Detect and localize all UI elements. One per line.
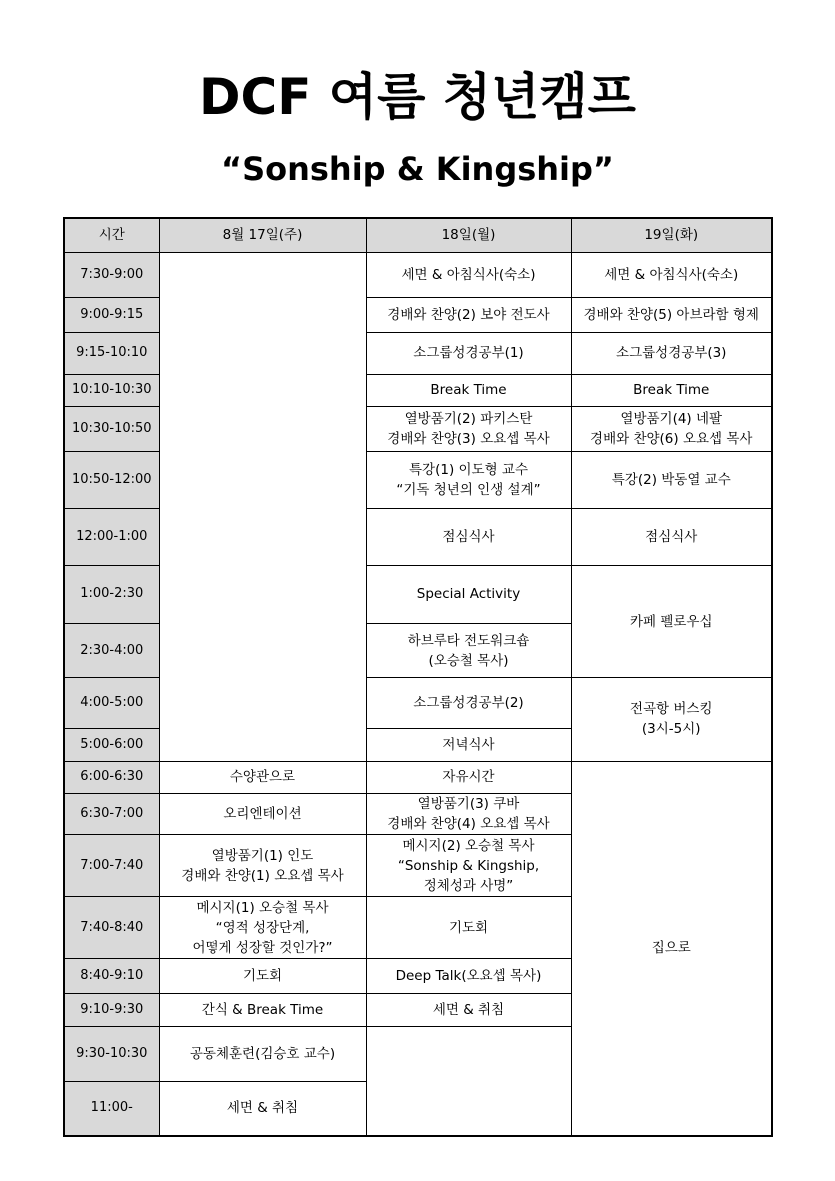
day19-cafe-cell: 카페 펠로우십	[571, 565, 772, 677]
day17-message-cell	[159, 897, 366, 959]
time-cell: 9:30-10:30	[64, 1026, 159, 1081]
day18-special-cell: Special Activity	[366, 565, 571, 623]
day19-breakfast-cell: 세면 & 아침식사(숙소)	[571, 252, 772, 297]
day18-deep-talk-cell: Deep Talk(오요셉 목사)	[366, 959, 571, 993]
day18-praise-cell: 경배와 찬양(2) 보야 전도사	[366, 297, 571, 332]
day17-empty-cell	[159, 252, 366, 761]
time-cell: 10:50-12:00	[64, 451, 159, 509]
cell-line: 경배와 찬양(6) 오요셉 목사	[590, 430, 753, 447]
page-title: DCF 여름 청년캠프	[199, 68, 636, 126]
column-header-time: 시간	[64, 218, 159, 252]
day19-prayer-cell	[571, 406, 772, 451]
table-row	[64, 761, 772, 793]
day18-break-cell: Break Time	[366, 374, 571, 406]
cell-line: 열방품기(3) 쿠바	[417, 796, 520, 813]
time-cell: 2:30-4:00	[64, 623, 159, 678]
day18-breakfast-cell: 세면 & 아침식사(숙소)	[366, 252, 571, 297]
time-cell: 5:00-6:00	[64, 729, 159, 761]
time-cell: 9:00-9:15	[64, 297, 159, 332]
time-cell: 7:00-7:40	[64, 835, 159, 897]
day18-hebruta-cell	[366, 623, 571, 678]
cell-line: 열방품기(1) 인도	[211, 847, 314, 864]
cell-line: “기독 청년의 인생 설계”	[396, 481, 541, 498]
cell-line: 메시지(2) 오승철 목사	[402, 837, 535, 854]
cell-line: 경배와 찬양(4) 오요셉 목사	[387, 816, 550, 833]
day18-small-group-cell: 소그룹성경공부(1)	[366, 332, 571, 374]
day19-busking-cell	[571, 678, 772, 761]
column-header-day18: 18일(월)	[366, 218, 571, 252]
day19-lunch-cell: 점심식사	[571, 509, 772, 566]
cell-line: 열방품기(4) 네팔	[620, 410, 723, 427]
table-header-row	[64, 218, 772, 252]
time-cell: 10:10-10:30	[64, 374, 159, 406]
time-cell: 8:40-9:10	[64, 959, 159, 993]
column-header-day19: 19일(화)	[571, 218, 772, 252]
day18-small-group-2-cell: 소그룹성경공부(2)	[366, 678, 571, 729]
day17-training-cell: 공동체훈련(김승호 교수)	[159, 1026, 366, 1081]
cell-line: 하브루타 전도워크숍	[407, 632, 530, 649]
time-cell: 11:00-	[64, 1081, 159, 1136]
cell-line: 메시지(1) 오승철 목사	[196, 899, 329, 916]
day18-lunch-cell: 점심식사	[366, 509, 571, 566]
cell-line: (오승철 목사)	[428, 652, 509, 669]
day18-lecture-cell	[366, 451, 571, 509]
time-cell: 4:00-5:00	[64, 678, 159, 729]
day19-lecture-cell: 특강(2) 박동열 교수	[571, 451, 772, 509]
page-subtitle: “Sonship & Kingship”	[221, 150, 614, 188]
time-cell: 1:00-2:30	[64, 565, 159, 623]
cell-line: “Sonship & Kingship,	[397, 857, 540, 874]
day19-small-group-cell: 소그룹성경공부(3)	[571, 332, 772, 374]
cell-line: 열방품기(2) 파키스탄	[404, 410, 533, 427]
cell-line: 어떻게 성장할 것인가?”	[192, 939, 333, 956]
cell-line: “영적 성장단계,	[215, 919, 310, 936]
day18-prayer-meeting-cell: 기도회	[366, 897, 571, 959]
day18-free-cell: 자유시간	[366, 761, 571, 793]
time-cell: 7:30-9:00	[64, 252, 159, 297]
cell-line: 정체성과 사명”	[423, 877, 514, 894]
time-cell: 9:15-10:10	[64, 332, 159, 374]
cell-line: 특강(1) 이도형 교수	[409, 461, 528, 478]
day17-prayer-cell	[159, 835, 366, 897]
table-row	[64, 252, 772, 297]
day18-prayer-2-cell	[366, 793, 571, 835]
time-cell: 12:00-1:00	[64, 509, 159, 566]
cell-line: 경배와 찬양(3) 오요셉 목사	[387, 430, 550, 447]
day18-message-cell	[366, 835, 571, 897]
schedule-table	[63, 217, 773, 1137]
time-cell: 6:00-6:30	[64, 761, 159, 793]
day19-home-cell: 집으로	[571, 761, 772, 1136]
time-cell: 9:10-9:30	[64, 993, 159, 1026]
day18-prayer-cell	[366, 406, 571, 451]
day19-praise-cell: 경배와 찬양(5) 아브라함 형제	[571, 297, 772, 332]
day18-bed-cell: 세면 & 취침	[366, 993, 571, 1026]
cell-line: 전곡항 버스킹	[629, 701, 713, 718]
cell-line: (3시-5시)	[641, 721, 701, 738]
cell-line: 경배와 찬양(1) 오요셉 목사	[181, 867, 344, 884]
time-cell: 7:40-8:40	[64, 897, 159, 959]
day17-snack-cell: 간식 & Break Time	[159, 993, 366, 1026]
column-header-day17: 8월 17일(주)	[159, 218, 366, 252]
day18-dinner-cell: 저녁식사	[366, 729, 571, 761]
day19-break-cell: Break Time	[571, 374, 772, 406]
time-cell: 10:30-10:50	[64, 406, 159, 451]
day17-suyanggwan-cell: 수양관으로	[159, 761, 366, 793]
time-cell: 6:30-7:00	[64, 793, 159, 835]
day17-bed-cell: 세면 & 취침	[159, 1081, 366, 1136]
day17-orientation-cell: 오리엔테이션	[159, 793, 366, 835]
day17-prayer-meeting-cell: 기도회	[159, 959, 366, 993]
